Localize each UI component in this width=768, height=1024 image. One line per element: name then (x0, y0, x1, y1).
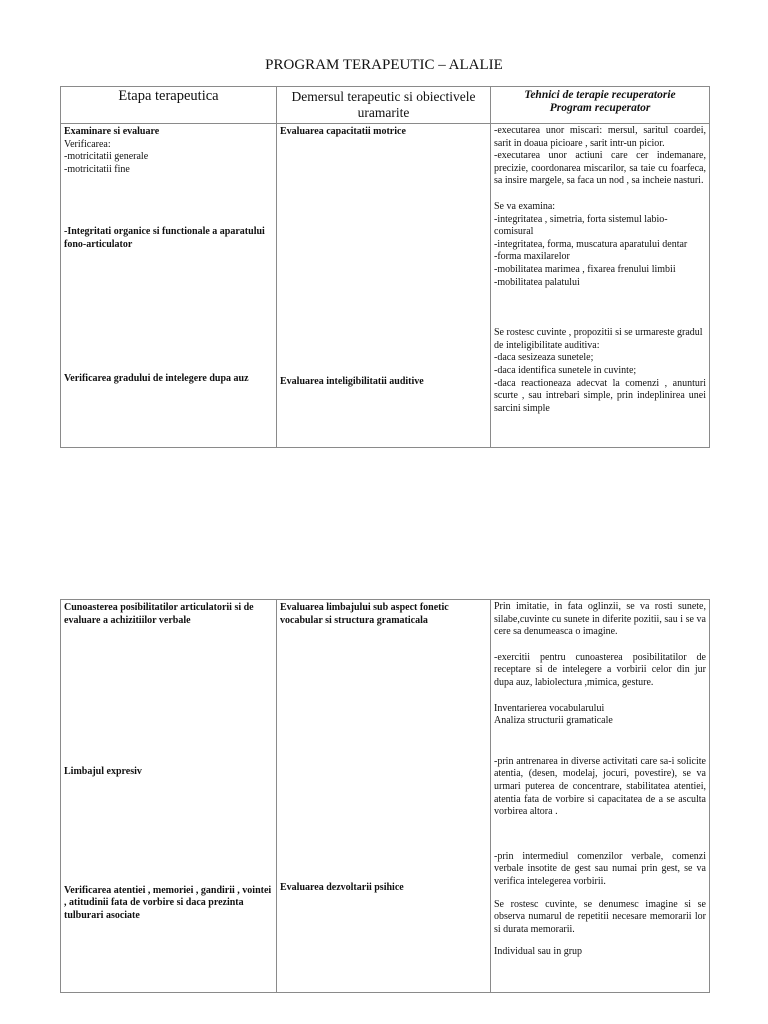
approach-auditory-title: Evaluarea inteligibilitatii auditive (280, 375, 424, 387)
technique-line: -daca sesizeaza sunetele; (494, 352, 594, 364)
header-techniques-line1: Tehnici de terapie recuperatorie (524, 89, 676, 101)
technique-line: -forma maxilarelor (494, 251, 570, 263)
technique-paragraph: -executarea unor miscari: mersul, saritul coardei, sarit in doaua picioare , sarit intr-un picior. (494, 125, 706, 149)
page-title: PROGRAM TERAPEUTIC – ALALIE (265, 57, 503, 73)
stage-articulation-title: Cunoasterea posibilitatilor articulatorii si de evaluare a achizitiilor verbale (64, 602, 254, 626)
technique-line: Inventarierea vocabularului (494, 702, 605, 714)
stage-check-line: -motricitatii generale (64, 151, 149, 163)
technique-line: -integritatea , simetria, forta sistemul labio-comisural (494, 213, 668, 238)
header-therapeutic-approach: Demersul terapeutic si obiectivele uramarite (277, 87, 491, 124)
technique-paragraph: -daca reactioneaza adecvat la comenzi , anunturi scurte , sau intrebari simple, prin indeplinirea unei sarcini simple (494, 377, 706, 414)
stage-attention-title: Verificarea atentiei , memoriei , gandirii , vointei , atitudinii fata de vorbire si daca prezinta tulburari asociate (64, 884, 272, 921)
technique-line: -mobilitatea marimea , fixarea frenului limbii (494, 263, 676, 275)
technique-line: -integritatea, forma, muscatura aparatului dentar (494, 238, 688, 250)
technique-paragraph: -exercitii pentru cunoasterea posibilitatilor de receptare si de intelegere a vorbirii celor din jur dupa auz, labiolectura ,mimica, gesture. (494, 651, 706, 688)
stage-check-line: Verificarea: (64, 138, 111, 150)
approach-cell (277, 600, 491, 993)
technique-line: -daca identifica sunetele in cuvinte; (494, 364, 637, 376)
stage-cell (61, 124, 277, 448)
stage-check-line: -motricitatii fine (64, 163, 130, 175)
stage-hearing-title: Verificarea gradului de intelegere dupa auz (64, 372, 249, 384)
stage-integrity-title: -Integritati organice si functionale a aparatului fono-articulator (64, 226, 265, 250)
techniques-cell (491, 124, 710, 448)
technique-line: Analiza structurii gramaticale (494, 715, 613, 727)
technique-paragraph: Individual sau in grup (494, 946, 583, 958)
technique-line: Se rostesc cuvinte , propozitii si se urmareste gradul de inteligibilitate auditiva: (494, 327, 703, 351)
header-techniques-line2: Program recuperator (549, 102, 651, 114)
techniques-cell (491, 600, 710, 993)
technique-line: Se va examina: (494, 200, 556, 212)
stage-expressive-title: Limbajul expresiv (64, 766, 142, 778)
technique-line: -mobilitatea palatului (494, 276, 580, 288)
technique-paragraph: Se rostesc cuvinte, se denumesc imagine si se observa numarul de repetitii necesare memorarii lor si durata memorarii. (494, 898, 706, 935)
technique-paragraph: -prin intermediul comenzilor verbale, comenzi verbale insotite de gest sau numai prin gest, se va verifica intelegerea vorbirii. (494, 850, 706, 887)
approach-language-title: Evaluarea limbajului sub aspect fonetic vocabular si structura gramaticala (280, 602, 449, 626)
approach-cell (277, 124, 491, 448)
header-recovery-techniques (491, 87, 710, 124)
stage-cell (61, 600, 277, 993)
technique-paragraph: -executarea unor actiuni care cer indemanare, precizie, coordonarea miscarilor, sa taie cu foarfeca, sa insire margele, sa faca un nod , sa incheie nasturi. (494, 150, 706, 187)
technique-paragraph: Prin imitatie, in fata oglinzii, se va rosti sunete, silabe,cuvinte cu sunete in diferite pozitii, sau i se va cere sa denumeasca o imagine. (494, 601, 706, 638)
approach-motor-title: Evaluarea capacitatii motrice (280, 126, 406, 137)
technique-paragraph: -prin antrenarea in diverse activitati care sa-i solicite atentia, (desen, modelaj, jocuri, povestire), se va urmari puterea de concentrare, stabilitatea atentiei, atentia fata de vorbire si capacitatea de a se asculta vorbirea altora . (494, 755, 706, 818)
stage-examination-title: Examinare si evaluare (64, 126, 160, 137)
header-therapy-stage: Etapa terapeutica (61, 87, 277, 124)
therapy-table-1 (60, 86, 710, 448)
approach-psychic-title: Evaluarea dezvoltarii psihice (280, 882, 404, 894)
therapy-table-2 (60, 599, 710, 993)
